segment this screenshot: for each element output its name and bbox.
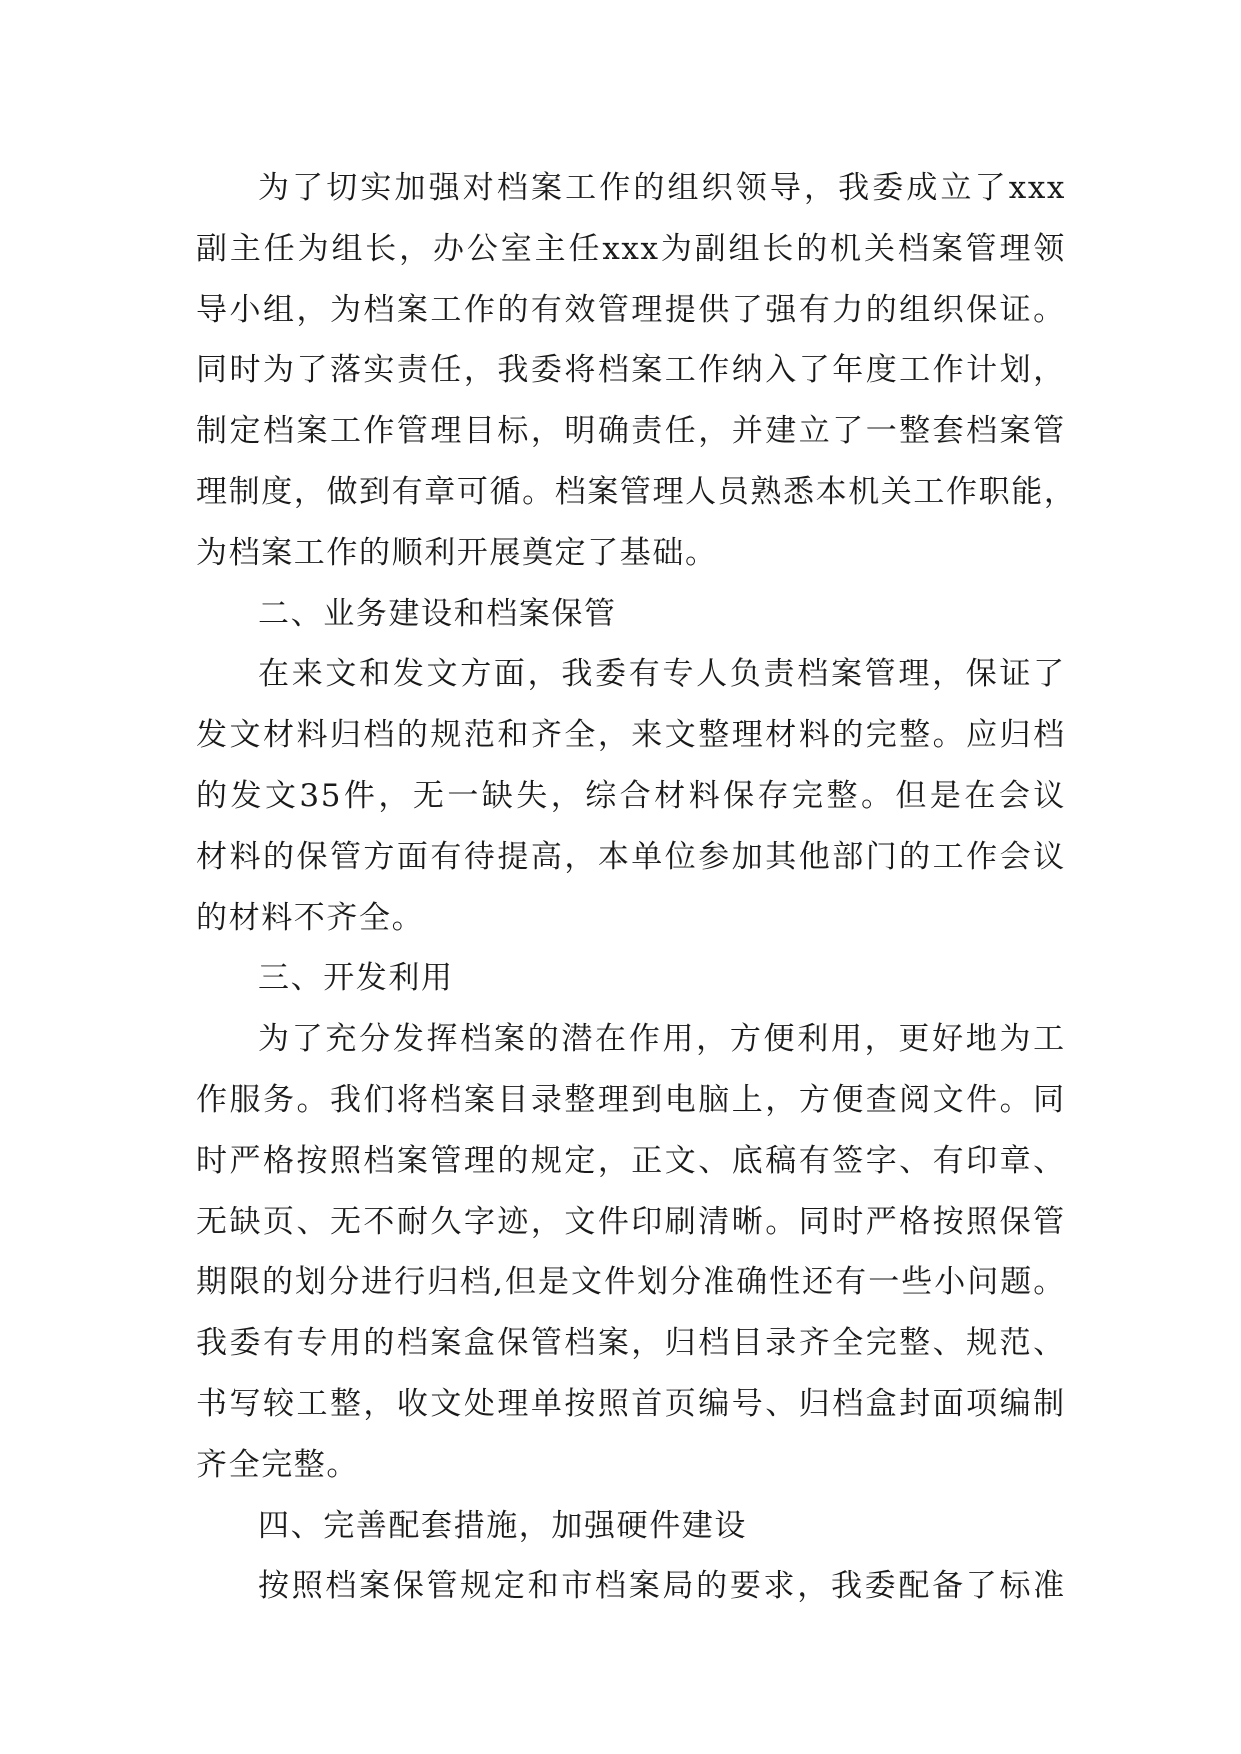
text-line: 导 小 组 ， 为 档 案 工 作 的 有 效 管 理 提 供 了 强 有 力 的 组 织 保 证 。 [196,291,1066,328]
text-line: 我 委 有 专 用 的 档 案 盒 保 管 档 案 ， 归 档 目 录 齐 全 完 整 、 规 范 、 [196,1325,1066,1362]
text-line: 二、业务建设和档案保管 [258,595,617,632]
text-line: 作 服 务 。 我 们 将 档 案 目 录 整 理 到 电 脑 上 ， 方 便 查 阅 文 件 。 同 [196,1081,1066,1118]
text-line: 的 发 文 35 件 ， 无 一 缺 失 ， 综 合 材 料 保 存 完 整 。 但 是 在 会 议 [196,777,1066,814]
text-line: 副 主 任 为 组 长 ， 办 公 室 主 任 xxx 为 副 组 长 的 机 关 档 案 管 理 领 [196,230,1066,267]
text-line: 为 了 切 实 加 强 对 档 案 工 作 的 组 织 领 导 ， 我 委 成 立 了 xxx [258,170,1066,206]
text-line: 四、完善配套措施，加强硬件建设 [258,1507,747,1544]
text-line: 书 写 较 工 整 ， 收 文 处 理 单 按 照 首 页 编 号 、 归 档 盒 封 面 项 编 制 [196,1385,1066,1422]
text-line: 期 限 的 划 分 进 行 归 档 , 但 是 文 件 划 分 准 确 性 还 有 一 些 小 问 题 。 [196,1264,1066,1301]
text-line: 按 照 档 案 保 管 规 定 和 市 档 案 局 的 要 求 ， 我 委 配 备 了 标 准 [258,1568,1066,1605]
text-line: 齐全完整。 [196,1446,359,1483]
document-body [196,158,1077,1617]
text-line: 发 文 材 料 归 档 的 规 范 和 齐 全 ， 来 文 整 理 材 料 的 完 整 。 应 归 档 [196,717,1066,754]
text-line: 的材料不齐全。 [196,899,425,936]
text-line: 无 缺 页 、 无 不 耐 久 字 迹 ， 文 件 印 刷 清 晰 。 同 时 严 格 按 照 保 管 [196,1203,1066,1240]
text-line: 为 了 充 分 发 挥 档 案 的 潜 在 作 用 ， 方 便 利 用 ， 更 好 地 为 工 [258,1021,1066,1058]
text-line: 在 来 文 和 发 文 方 面 ， 我 委 有 专 人 负 责 档 案 管 理 ， 保 证 了 [258,656,1066,693]
text-line: 为档案工作的顺利开展奠定了基础。 [196,534,718,571]
text-line: 制 定 档 案 工 作 管 理 目 标 ， 明 确 责 任 ， 并 建 立 了 一 整 套 档 案 管 [196,413,1066,450]
text-line: 时 严 格 按 照 档 案 管 理 的 规 定 ， 正 文 、 底 稿 有 签 字 、 有 印 章 、 [196,1142,1066,1179]
text-line: 同 时 为 了 落 实 责 任 ， 我 委 将 档 案 工 作 纳 入 了 年 度 工 作 计 划 ， [196,352,1066,389]
text-line: 三、开发利用 [258,960,454,997]
text-line: 理 制 度 ， 做 到 有 章 可 循 。 档 案 管 理 人 员 熟 悉 本 机 关 工 作 职 能 ， [196,473,1077,510]
text-line: 材 料 的 保 管 方 面 有 待 提 高 ， 本 单 位 参 加 其 他 部 门 的 工 作 会 议 [196,838,1066,875]
